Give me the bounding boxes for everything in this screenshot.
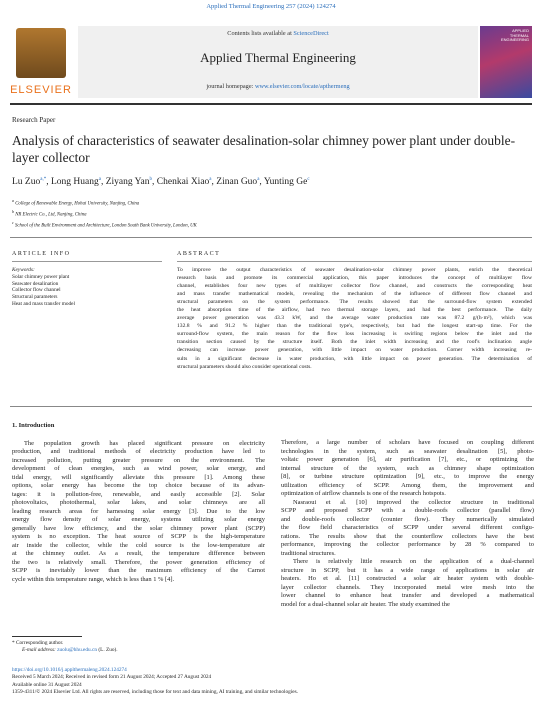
article-info-heading: ARTICLE INFO: [12, 251, 71, 257]
text-line: channel, establishes four new types of multilayer collector flow channel, and constructs the corresponding heat: [177, 283, 532, 290]
text-line: at the chimney outlet. As a result, the temperature difference between: [12, 550, 265, 558]
text-line: layer collector channels. They incorporated metal wire mesh into the: [281, 583, 534, 591]
text-line: tages: it is pollution-free, renewable, and easily accessible [2]. Solar: [12, 490, 265, 498]
text-line: photovoltaics, photothermal, solar lakes, and solar chimneys are all: [12, 499, 265, 507]
keywords-block: [12, 267, 162, 308]
author-affil[interactable]: a,*: [40, 177, 47, 182]
text-line: generally have low efficiency, and the solar chimney power plant (SCPP): [12, 524, 265, 532]
affiliation: [12, 208, 532, 219]
text-line: transition section caused by the structure itself. Both the inlet width increasing and the roof's inclination angle: [177, 339, 532, 346]
text-line: performance, improving the collector performance by 28 % compared to: [281, 541, 534, 549]
text-line: [8], or turbine structure optimization [9], etc., to improve the energy: [281, 473, 534, 481]
text-line: increased pollution, putting greater pressure on the environment. The: [12, 456, 265, 464]
available-online: Available online 31 August 2024: [12, 681, 82, 688]
abstract-end-divider: [10, 406, 532, 407]
text-line: decreasing can increase power generation, with little impact on water production. Corner width increasing re-: [177, 347, 532, 354]
author-name[interactable]: Lu Zuo: [12, 177, 41, 188]
author-list: Lu Zuo$^{a,*}$, Long Huang$^a$, Ziyang Yan$^b$, Chenkai Xiao$^a$, Zinan Guo$^a$, Yunting Ge$^c$: [12, 177, 310, 188]
text-line: optimization of airflow channels is one of the research hotspots.: [281, 490, 446, 498]
text-line: heaters. Ho et al. [11] constructed a solar air heater system with double-: [281, 575, 534, 583]
footnote-marker: *: [12, 640, 15, 646]
header-divider: [10, 103, 532, 105]
footnote-label: Corresponding author.: [15, 640, 64, 646]
copyright: 1359-4311/© 2024 Elsevier Ltd. All rights are reserved, including those for text and data mining, AI training, and similar technologies.: [12, 688, 298, 695]
affiliation-text: School of the Built Environment and Architecture, London South Bank University, London, UK: [14, 223, 197, 229]
text-line: The population growth has placed significant pressure on electricity: [24, 439, 265, 447]
text-line: energy flow density of solar energy, systems utilizing solar energy: [12, 516, 265, 524]
journal-header: [10, 26, 532, 98]
email-suffix: (L. Zuo).: [97, 647, 118, 653]
text-line: lower channel to enhance heat transfer and developed a mathematical: [281, 592, 534, 600]
abstract-heading: ABSTRACT: [177, 251, 221, 257]
sciencedirect-link[interactable]: ScienceDirect: [293, 30, 329, 37]
author-name[interactable]: Chenkai Xiao: [156, 177, 210, 188]
affiliation: [12, 197, 532, 208]
text-line: system is no exception. The heat source of SCPP is the high-temperature: [12, 533, 265, 541]
cover-title: [501, 29, 529, 43]
text-line: Therefore, a large number of scholars have focused on coupling different: [281, 439, 534, 446]
email-line: [12, 647, 272, 654]
section-heading: 1. Introduction: [12, 422, 55, 429]
journal-banner: [78, 26, 478, 98]
journal-title: Applied Thermal Engineering: [200, 50, 356, 65]
author-affil[interactable]: c: [307, 177, 310, 182]
text-line: model for a dual-channel solar air heater. The study examined the: [281, 600, 450, 608]
text-line: 132.8 % and 91.2 % higher than the traditional type's, respectively, but had the longest start-up time. For the: [177, 323, 532, 330]
text-line: SCPP and proposed SCPP with a double-roofs collector (parallel flow): [281, 507, 534, 515]
journal-reference[interactable]: Applied Thermal Engineering 257 (2024) 124274: [206, 3, 336, 10]
affil-divider: [10, 237, 532, 238]
text-line: sults in a significant decrease in water production, with little impact on power generation. The determination of: [177, 355, 532, 362]
info-divider: [12, 261, 162, 262]
article-title: Analysis of characteristics of seawater desalination-solar chimney power plant under double-layer collector: [12, 133, 516, 165]
text-line: cycle within this temperature range, which is less than 1 % [4].: [12, 575, 175, 583]
homepage-link[interactable]: www.elsevier.com/locate/apthermeng: [254, 83, 350, 90]
affiliations: [12, 197, 532, 230]
received-dates: Received 5 March 2024; Received in revised form 21 August 2024; Accepted 27 August 2024: [12, 674, 212, 681]
text-line: leading research areas for harnessing solar energy [3]. Due to the low: [12, 507, 265, 515]
homepage-prefix: journal homepage:: [206, 83, 255, 90]
homepage-line: [78, 83, 478, 90]
publisher-name: ELSEVIER: [10, 84, 72, 96]
author-affil[interactable]: a: [257, 177, 260, 182]
text-line: development of clean energies, such as wind power, solar energy, and: [12, 465, 265, 473]
affiliation-marker: a: [12, 198, 14, 203]
affiliation-text: College of Renewable Energy, Hohai University, Nanjing, China: [15, 201, 140, 207]
text-line: traditional structures.: [281, 549, 336, 557]
text-line: voltaic power generation [6], air purification [7], etc., or optimizing the: [281, 456, 534, 464]
left-column: [12, 422, 265, 584]
text-line: research basis and promote its commercial application, this paper introduces the concept of multilayer flow: [177, 275, 532, 282]
text-line: production, and traditional methods of electricity production have led to: [12, 448, 265, 456]
text-line: and mass transfer mathematical models, revealing the mechanism of the influence of different flow channel and: [177, 291, 532, 298]
keyword: Seawater desalination: [12, 280, 59, 287]
email-link[interactable]: zuolu@hhu.edu.cn: [57, 647, 98, 653]
text-line: surround-flow system, the main reason for the flow loss increasing is swirling regions below the inlet and the: [177, 331, 532, 338]
footnote: [12, 640, 272, 654]
text-line: average power generation was 43.3 kW, and the average water production rate was 87.2 g/(h·m²), which was: [177, 315, 532, 322]
cover-line: ENGINEERING: [500, 37, 529, 42]
affiliation-marker: b: [12, 209, 14, 215]
doi-link[interactable]: https://doi.org/10.1016/j.applthermaleng.2024.124274: [12, 667, 127, 673]
keywords-label: Keywords:: [12, 267, 35, 273]
corresponding-author: [12, 640, 272, 647]
author-affil[interactable]: a: [98, 177, 101, 182]
text-line: rations. The results show that the counterflow collectors have the best: [281, 532, 534, 540]
cover-line: THERMAL: [509, 32, 529, 38]
affiliation: [12, 219, 532, 230]
text-line: To improve the output characteristics of seawater desalination-solar chimney power plants, enrich the theoretical: [177, 267, 532, 273]
article-type: Research Paper: [12, 116, 56, 124]
publication-footer: [12, 667, 532, 696]
text-line: structural parameters on the system performance. The results showed that the surround-flow system extended: [177, 299, 532, 306]
text-line: SCPP is inevitably lower than the maximum efficiency of the Carnot: [12, 567, 265, 575]
email-label: E-mail address:: [22, 647, 58, 653]
author-affil[interactable]: b: [149, 177, 153, 182]
text-line: structure in SCPP, but it has a wide range of applications in solar air: [281, 566, 534, 574]
right-column: [281, 439, 534, 609]
keyword: Solar chimney power plant: [12, 273, 70, 280]
text-line: the flow field characteristics of SCPP under several different configu-: [281, 524, 534, 532]
text-line: There is relatively little research on the application of a dual-channel: [293, 558, 534, 566]
text-line: air inside the collector, while the cold source is the low-temperature air: [12, 541, 265, 549]
text-line: technologies in the system, such as seawater desalination [5], photo-: [281, 447, 534, 455]
text-line: tidal energy, will significantly alleviate this pressure [1]. Among these: [12, 473, 265, 481]
author-name[interactable]: Ziyang Yan: [105, 177, 150, 188]
text-line: utilization efficiency of SCPP. Among them, the improvement and: [281, 481, 534, 489]
affiliation-text: NR Electric Co., Ltd, Nanjing, China: [15, 212, 87, 218]
text-line: and double-roofs collector (counter flow). They numerically simulated: [281, 515, 534, 523]
author-name[interactable]: Zinan Guo: [216, 177, 258, 188]
abstract-divider: [177, 261, 532, 262]
contents-line: [78, 30, 478, 37]
journal-cover[interactable]: [480, 26, 532, 98]
tree-icon: [16, 28, 66, 78]
contents-prefix: Contents lists available at: [227, 30, 294, 37]
text-line: options, solar energy has become the top choice because of its advan-: [12, 482, 265, 490]
footnote-divider: [12, 636, 82, 637]
text-line: Nasraoui et al. [10] improved the collector structure in traditional: [293, 498, 534, 506]
keyword: Collector flow channel: [12, 287, 61, 294]
text-line: structural parameters should also consider operational costs.: [177, 363, 312, 370]
text-line: the heat absorption time of the airflow, had two thermal storage layers, and had the best performance. The daily: [177, 307, 532, 314]
keyword: Heat and mass transfer model: [12, 300, 75, 307]
author-name[interactable]: Long Huang: [50, 177, 99, 188]
abstract-text: [177, 266, 532, 371]
affiliation-marker: c: [12, 220, 14, 226]
elsevier-logo[interactable]: [10, 26, 72, 98]
author-name[interactable]: Yunting Ge: [263, 177, 308, 188]
author-affil[interactable]: a: [209, 177, 212, 182]
keyword: Structural parameters: [12, 294, 58, 301]
text-line: internal structure of the system, such as chimney shape optimization: [281, 464, 534, 472]
text-line: the two is relatively small. Therefore, the power generation efficiency of: [12, 558, 265, 566]
cover-line: APPLIED: [512, 28, 529, 33]
